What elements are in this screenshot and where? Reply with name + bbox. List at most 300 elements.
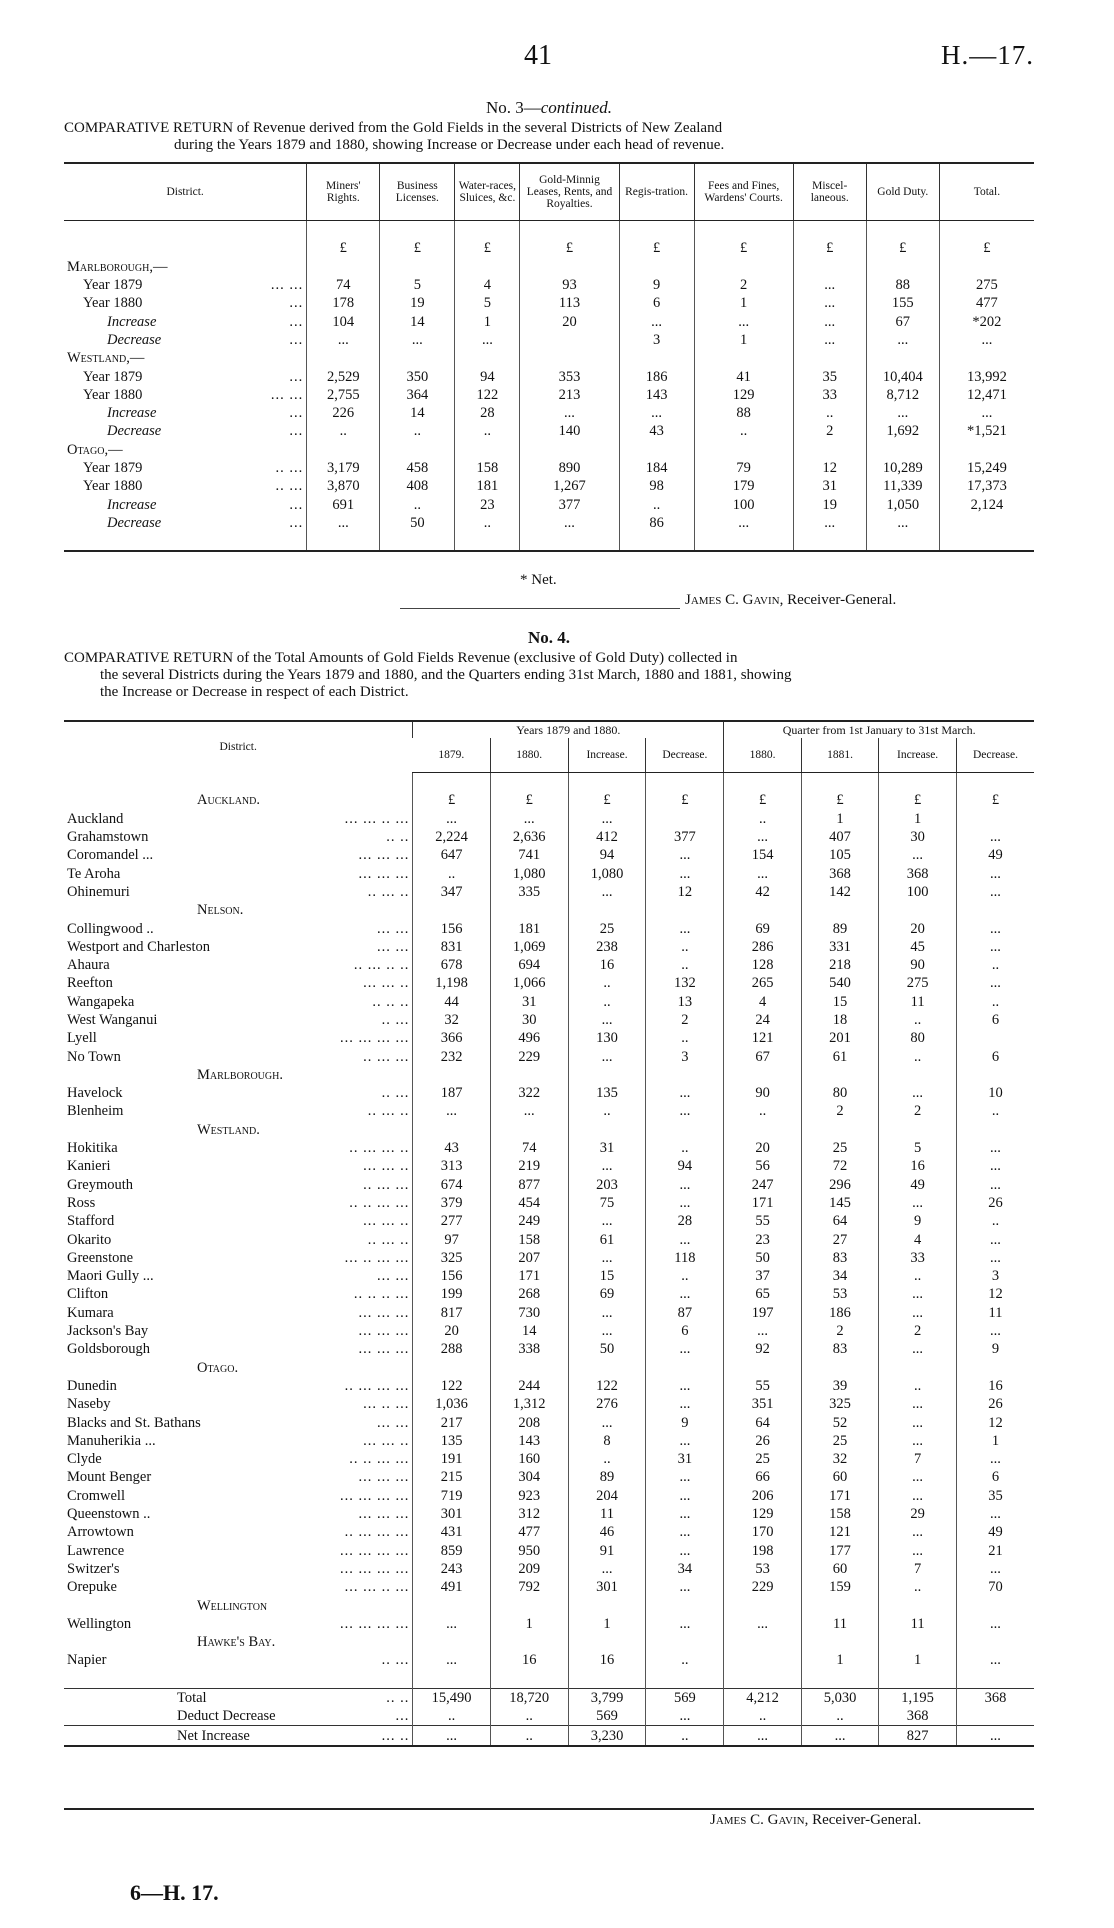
table3-col-header: Gold-Minnig Leases, Rents, and Royalties. bbox=[520, 163, 619, 221]
value-cell: 368 bbox=[879, 864, 957, 882]
row-label-cell bbox=[64, 1084, 413, 1102]
row-label bbox=[67, 1285, 409, 1303]
value-cell: 229 bbox=[490, 1047, 568, 1065]
value-cell: 2 bbox=[879, 1102, 957, 1120]
row-label-cell bbox=[64, 1578, 413, 1596]
district-name: Reefton bbox=[67, 975, 113, 992]
value-cell: 35 bbox=[956, 1487, 1034, 1505]
value-cell: 11 bbox=[879, 993, 957, 1011]
value-cell: 9 bbox=[646, 1413, 724, 1431]
value-cell: 64 bbox=[801, 1212, 878, 1230]
table3-header-row bbox=[64, 163, 1034, 221]
table-row bbox=[64, 1560, 1034, 1578]
value-cell: 16 bbox=[568, 956, 646, 974]
value-cell: ... bbox=[956, 1230, 1034, 1248]
table-row bbox=[64, 1047, 1034, 1065]
value-cell bbox=[801, 1596, 878, 1614]
district-name: Mount Benger bbox=[67, 1469, 152, 1486]
value-cell: ... bbox=[879, 1413, 957, 1431]
district-name: Grahamstown bbox=[67, 829, 149, 846]
value-cell: 89 bbox=[801, 919, 878, 937]
value-cell: 20 bbox=[879, 919, 957, 937]
value-cell: 213 bbox=[520, 386, 619, 404]
row-label-cell bbox=[64, 1102, 413, 1120]
table3-col-header: Miscel-laneous. bbox=[793, 163, 866, 221]
leader-dots: .. ... bbox=[381, 1012, 410, 1028]
table3 bbox=[64, 162, 1034, 552]
value-cell: 28 bbox=[455, 404, 520, 422]
value-cell: 678 bbox=[413, 956, 490, 974]
leader-dots: ... bbox=[289, 295, 304, 312]
row-label-cell bbox=[64, 1523, 413, 1541]
value-cell: 3,179 bbox=[307, 459, 380, 477]
table3-cell bbox=[455, 532, 520, 551]
district-name: No Town bbox=[67, 1048, 121, 1065]
table3-col-header: District. bbox=[64, 163, 307, 221]
value-cell: 179 bbox=[694, 477, 793, 495]
value-cell: .. bbox=[568, 1102, 646, 1120]
value-cell: 128 bbox=[724, 956, 801, 974]
table-row bbox=[64, 1450, 1034, 1468]
table4-subcol-header: Increase. bbox=[879, 738, 957, 773]
table3-col-header: Water-races, Sluices, &c. bbox=[455, 163, 520, 221]
value-cell: .. bbox=[380, 495, 455, 513]
value-cell: 6 bbox=[619, 294, 694, 312]
value-cell: 2,124 bbox=[939, 495, 1034, 513]
row-label-cell bbox=[64, 1359, 413, 1377]
value-cell: 217 bbox=[413, 1413, 490, 1431]
value-cell: 60 bbox=[801, 1560, 878, 1578]
row-label bbox=[67, 1578, 409, 1596]
table-row bbox=[64, 1011, 1034, 1029]
value-cell: ... bbox=[956, 1176, 1034, 1194]
table4-title: No. 4. bbox=[527, 628, 571, 647]
table4-subcol-header: 1880. bbox=[490, 738, 568, 773]
value-cell: 74 bbox=[490, 1139, 568, 1157]
value-cell: 1,066 bbox=[490, 974, 568, 992]
value-cell: 69 bbox=[568, 1285, 646, 1303]
value-cell: ... bbox=[956, 1249, 1034, 1267]
value-cell: 477 bbox=[490, 1523, 568, 1541]
value-cell: ... bbox=[646, 1102, 724, 1120]
district-name: Westport and Charleston bbox=[67, 938, 210, 955]
row-label bbox=[67, 1615, 409, 1633]
district-name: Goldsborough bbox=[67, 1341, 150, 1358]
row-label-cell bbox=[64, 846, 413, 864]
value-cell: 100 bbox=[694, 495, 793, 513]
value-cell: 301 bbox=[568, 1578, 646, 1596]
table-row bbox=[64, 459, 1034, 477]
value-cell: 30 bbox=[879, 828, 957, 846]
row-label bbox=[67, 1139, 409, 1157]
district-name: Hokitika bbox=[67, 1140, 118, 1157]
district-group-row bbox=[64, 1596, 1034, 1614]
leader-dots: ... .. ... ... bbox=[344, 1249, 410, 1266]
value-cell: 10,404 bbox=[866, 367, 939, 385]
value-cell: 61 bbox=[801, 1047, 878, 1065]
value-cell: ... bbox=[793, 331, 866, 349]
table4-gap-row bbox=[64, 1670, 1034, 1689]
value-cell: 132 bbox=[646, 974, 724, 992]
table3-signature bbox=[685, 592, 896, 609]
value-cell: 9 bbox=[619, 276, 694, 294]
row-label-cell bbox=[64, 1249, 413, 1267]
value-cell: ... bbox=[646, 1432, 724, 1450]
leader-dots: ... ... bbox=[376, 938, 410, 955]
value-cell bbox=[490, 1066, 568, 1084]
table3-cell bbox=[520, 221, 619, 240]
row-label bbox=[67, 1377, 409, 1395]
value-cell: 17,373 bbox=[939, 477, 1034, 495]
row-label bbox=[67, 1523, 409, 1541]
value-cell: 89 bbox=[568, 1468, 646, 1486]
total-cell: 5,030 bbox=[801, 1688, 878, 1707]
row-label-cell bbox=[64, 367, 307, 385]
value-cell: 199 bbox=[413, 1285, 490, 1303]
table4-subtitle bbox=[64, 650, 1034, 701]
value-cell bbox=[939, 441, 1034, 459]
value-cell: 39 bbox=[801, 1377, 878, 1395]
district-name: Decrease bbox=[107, 514, 162, 531]
row-label-cell bbox=[64, 1194, 413, 1212]
table4-cell bbox=[646, 1670, 724, 1689]
value-cell: 159 bbox=[801, 1578, 878, 1596]
value-cell: 491 bbox=[413, 1578, 490, 1596]
value-cell: 338 bbox=[490, 1340, 568, 1358]
value-cell: ... bbox=[413, 1615, 490, 1633]
table4-cell bbox=[956, 1670, 1034, 1689]
row-label-cell bbox=[64, 974, 413, 992]
table4-subtitle-line2: the several Districts during the Years 1879 and 1880, and the Quarters ending 31st March, 1880 and 1881, showing bbox=[100, 667, 792, 683]
row-label bbox=[67, 1432, 409, 1450]
row-label bbox=[67, 331, 303, 349]
value-cell: 61 bbox=[568, 1230, 646, 1248]
value-cell bbox=[490, 1633, 568, 1651]
table-row bbox=[64, 514, 1034, 532]
value-cell: 100 bbox=[879, 883, 957, 901]
document-code: H.—17. bbox=[941, 40, 1034, 70]
value-cell: 2 bbox=[801, 1102, 878, 1120]
table4-subcol-header: 1880. bbox=[724, 738, 801, 773]
value-cell: 53 bbox=[801, 1285, 878, 1303]
value-cell: 219 bbox=[490, 1157, 568, 1175]
table-row bbox=[64, 349, 1034, 367]
value-cell: ... bbox=[646, 1194, 724, 1212]
value-cell bbox=[879, 901, 957, 919]
value-cell: .. bbox=[380, 422, 455, 440]
row-label-cell bbox=[64, 1541, 413, 1559]
value-cell: 142 bbox=[801, 883, 878, 901]
total-cell: ... bbox=[724, 1726, 801, 1746]
leader-dots: ... bbox=[289, 368, 304, 385]
value-cell: 335 bbox=[490, 883, 568, 901]
value-cell bbox=[694, 258, 793, 276]
district-group-name: Westland. bbox=[197, 1121, 260, 1138]
value-cell bbox=[413, 1633, 490, 1651]
table-row bbox=[64, 294, 1034, 312]
table4-cell bbox=[490, 773, 568, 792]
value-cell: ... bbox=[939, 331, 1034, 349]
table-row bbox=[64, 477, 1034, 495]
value-cell: 268 bbox=[490, 1285, 568, 1303]
total-label: Deduct Decrease bbox=[177, 1708, 276, 1725]
row-label-cell bbox=[64, 956, 413, 974]
district-name: Decrease bbox=[107, 331, 162, 348]
value-cell: 1,080 bbox=[490, 864, 568, 882]
bottom-rule bbox=[64, 1808, 1034, 1810]
value-cell: 26 bbox=[724, 1432, 801, 1450]
value-cell: 322 bbox=[490, 1084, 568, 1102]
value-cell: ... bbox=[956, 1505, 1034, 1523]
value-cell: 8,712 bbox=[866, 386, 939, 404]
district-group-row bbox=[64, 901, 1034, 919]
leader-dots: .. .. ... ... bbox=[349, 1451, 410, 1468]
table4-cell bbox=[879, 773, 957, 792]
row-label bbox=[67, 956, 409, 974]
leader-dots: .. .. bbox=[386, 829, 410, 846]
value-cell: ... bbox=[956, 1139, 1034, 1157]
row-label bbox=[67, 1727, 409, 1745]
leader-dots: ... bbox=[289, 423, 304, 440]
value-cell: 158 bbox=[455, 459, 520, 477]
leader-dots: ... ... ... bbox=[358, 847, 410, 864]
table3-body bbox=[64, 221, 1034, 552]
value-cell: 3,870 bbox=[307, 477, 380, 495]
value-cell: 91 bbox=[568, 1541, 646, 1559]
leader-dots bbox=[223, 441, 303, 459]
value-cell: 50 bbox=[568, 1340, 646, 1358]
value-cell: 407 bbox=[801, 828, 878, 846]
district-group-name: Auckland. bbox=[197, 792, 260, 809]
table3-cell bbox=[793, 221, 866, 240]
value-cell: 377 bbox=[520, 495, 619, 513]
leader-dots: .. .. bbox=[386, 1689, 410, 1706]
value-cell: 14 bbox=[490, 1322, 568, 1340]
row-label-cell bbox=[64, 1633, 413, 1651]
value-cell: 229 bbox=[724, 1578, 801, 1596]
table4-quarter-header: Quarter from 1st January to 31st March. bbox=[724, 721, 1034, 738]
value-cell: .. bbox=[879, 1267, 957, 1285]
row-label bbox=[67, 1194, 409, 1212]
district-name: Switzer's bbox=[67, 1560, 120, 1577]
value-cell: ... bbox=[455, 331, 520, 349]
row-label bbox=[67, 386, 303, 404]
value-cell: 312 bbox=[490, 1505, 568, 1523]
value-cell: 12 bbox=[646, 883, 724, 901]
table-row bbox=[64, 828, 1034, 846]
value-cell: 122 bbox=[568, 1377, 646, 1395]
district-name: Manuherikia ... bbox=[67, 1432, 156, 1449]
row-label-cell bbox=[64, 404, 307, 422]
value-cell: 198 bbox=[724, 1541, 801, 1559]
value-cell bbox=[724, 1121, 801, 1139]
value-cell: ... bbox=[956, 828, 1034, 846]
value-cell: .. bbox=[646, 1139, 724, 1157]
value-cell: ... bbox=[646, 1340, 724, 1358]
row-label bbox=[67, 1102, 409, 1120]
leader-dots: ... ... bbox=[376, 920, 410, 937]
value-cell: 15,249 bbox=[939, 459, 1034, 477]
page-number: 41 bbox=[524, 40, 552, 71]
value-cell: 74 bbox=[307, 276, 380, 294]
value-cell: 181 bbox=[455, 477, 520, 495]
value-cell: 33 bbox=[793, 386, 866, 404]
total-cell: .. bbox=[646, 1726, 724, 1746]
district-name: Year 1880 bbox=[83, 478, 143, 495]
table3-col-header: Gold Duty. bbox=[866, 163, 939, 221]
value-cell: .. bbox=[956, 956, 1034, 974]
currency-cell: £ bbox=[866, 239, 939, 257]
table-row bbox=[64, 1395, 1034, 1413]
value-cell: 1 bbox=[801, 1651, 878, 1669]
value-cell bbox=[307, 258, 380, 276]
total-row bbox=[64, 1688, 1034, 1707]
table-row bbox=[64, 367, 1034, 385]
value-cell: ... bbox=[956, 974, 1034, 992]
value-cell bbox=[793, 258, 866, 276]
value-cell: 477 bbox=[939, 294, 1034, 312]
leader-dots: .. ... .. bbox=[367, 883, 410, 900]
district-name: Cromwell bbox=[67, 1487, 125, 1504]
value-cell bbox=[801, 1633, 878, 1651]
district-name: Year 1880 bbox=[83, 295, 143, 312]
value-cell: ... bbox=[568, 1322, 646, 1340]
value-cell: 377 bbox=[646, 828, 724, 846]
value-cell: 15 bbox=[568, 1267, 646, 1285]
row-label bbox=[67, 258, 303, 276]
value-cell bbox=[455, 441, 520, 459]
total-row bbox=[64, 1707, 1034, 1726]
value-cell: ... bbox=[879, 846, 957, 864]
value-cell: 313 bbox=[413, 1157, 490, 1175]
leader-dots: ... bbox=[289, 313, 304, 330]
value-cell bbox=[801, 901, 878, 919]
table-row bbox=[64, 1285, 1034, 1303]
value-cell: .. bbox=[307, 422, 380, 440]
value-cell: 347 bbox=[413, 883, 490, 901]
value-cell: 93 bbox=[520, 276, 619, 294]
value-cell: .. bbox=[413, 864, 490, 882]
row-label bbox=[67, 1689, 409, 1707]
value-cell: 184 bbox=[619, 459, 694, 477]
value-cell: 129 bbox=[724, 1505, 801, 1523]
district-name: Ross bbox=[67, 1194, 96, 1211]
table4-subcol-header: Increase. bbox=[568, 738, 646, 773]
value-cell: ... bbox=[793, 294, 866, 312]
value-cell: ... bbox=[956, 1450, 1034, 1468]
value-cell: ... bbox=[646, 1084, 724, 1102]
value-cell: 691 bbox=[307, 495, 380, 513]
leader-dots: ... .. bbox=[381, 1727, 410, 1744]
value-cell: 10,289 bbox=[866, 459, 939, 477]
row-label bbox=[67, 294, 303, 312]
value-cell: 13 bbox=[646, 993, 724, 1011]
value-cell: .. bbox=[646, 1651, 724, 1669]
table-row bbox=[64, 1084, 1034, 1102]
value-cell: 16 bbox=[879, 1157, 957, 1175]
value-cell: 496 bbox=[490, 1029, 568, 1047]
table-row bbox=[64, 331, 1034, 349]
value-cell: 201 bbox=[801, 1029, 878, 1047]
row-label-cell bbox=[64, 1304, 413, 1322]
row-label bbox=[67, 1011, 409, 1029]
value-cell: 122 bbox=[455, 386, 520, 404]
value-cell: 171 bbox=[724, 1194, 801, 1212]
table-row bbox=[64, 422, 1034, 440]
value-cell: 50 bbox=[380, 514, 455, 532]
row-label-cell bbox=[64, 1340, 413, 1358]
value-cell: ... bbox=[619, 404, 694, 422]
value-cell: £ bbox=[879, 791, 957, 809]
table3-cell bbox=[64, 221, 307, 240]
district-name: Queenstown .. bbox=[67, 1506, 151, 1523]
value-cell: 30 bbox=[490, 1011, 568, 1029]
value-cell: 42 bbox=[724, 883, 801, 901]
value-cell: *1,521 bbox=[939, 422, 1034, 440]
value-cell: 50 bbox=[724, 1249, 801, 1267]
value-cell: ... bbox=[793, 312, 866, 330]
row-label-cell bbox=[64, 1707, 413, 1726]
table3-number: No. 3 bbox=[485, 98, 524, 117]
leader-dots: .. .. ... ... bbox=[349, 1194, 410, 1211]
value-cell: 275 bbox=[939, 276, 1034, 294]
table-row bbox=[64, 1377, 1034, 1395]
value-cell: ... bbox=[956, 883, 1034, 901]
value-cell: 1,267 bbox=[520, 477, 619, 495]
value-cell bbox=[490, 1596, 568, 1614]
value-cell bbox=[380, 349, 455, 367]
leader-dots: .. .. .. ... bbox=[353, 1286, 410, 1303]
value-cell: ... bbox=[939, 404, 1034, 422]
value-cell: .. bbox=[646, 938, 724, 956]
leader-dots: ... ... ... ... bbox=[339, 1560, 410, 1577]
value-cell: 32 bbox=[413, 1011, 490, 1029]
value-cell: 19 bbox=[793, 495, 866, 513]
value-cell: 34 bbox=[801, 1267, 878, 1285]
value-cell bbox=[793, 441, 866, 459]
currency-cell: £ bbox=[380, 239, 455, 257]
leader-dots: ... bbox=[289, 514, 304, 531]
value-cell: ... bbox=[724, 864, 801, 882]
district-name: Naseby bbox=[67, 1396, 111, 1413]
value-cell: ... bbox=[307, 331, 380, 349]
leader-dots: .. ... .. bbox=[367, 1231, 410, 1248]
value-cell bbox=[879, 1121, 957, 1139]
row-label bbox=[67, 1468, 409, 1486]
value-cell: ... bbox=[568, 883, 646, 901]
leader-dots: ... ... ... ... bbox=[339, 1487, 410, 1504]
row-label bbox=[67, 349, 303, 367]
value-cell: 9 bbox=[956, 1340, 1034, 1358]
table4-cell bbox=[646, 773, 724, 792]
value-cell: 277 bbox=[413, 1212, 490, 1230]
value-cell bbox=[619, 441, 694, 459]
row-label bbox=[67, 993, 409, 1011]
value-cell: 104 bbox=[307, 312, 380, 330]
value-cell: 83 bbox=[801, 1249, 878, 1267]
value-cell: ... bbox=[413, 810, 490, 828]
total-cell: .. bbox=[413, 1707, 490, 1726]
value-cell: 20 bbox=[724, 1139, 801, 1157]
value-cell: 67 bbox=[866, 312, 939, 330]
table4-district-header: District. bbox=[64, 721, 413, 773]
total-cell bbox=[956, 1707, 1034, 1726]
value-cell: 10 bbox=[956, 1084, 1034, 1102]
table3-currency-row bbox=[64, 239, 1034, 257]
table-row bbox=[64, 1541, 1034, 1559]
row-label-cell bbox=[64, 386, 307, 404]
leader-dots: ... ... ... bbox=[358, 1304, 410, 1321]
